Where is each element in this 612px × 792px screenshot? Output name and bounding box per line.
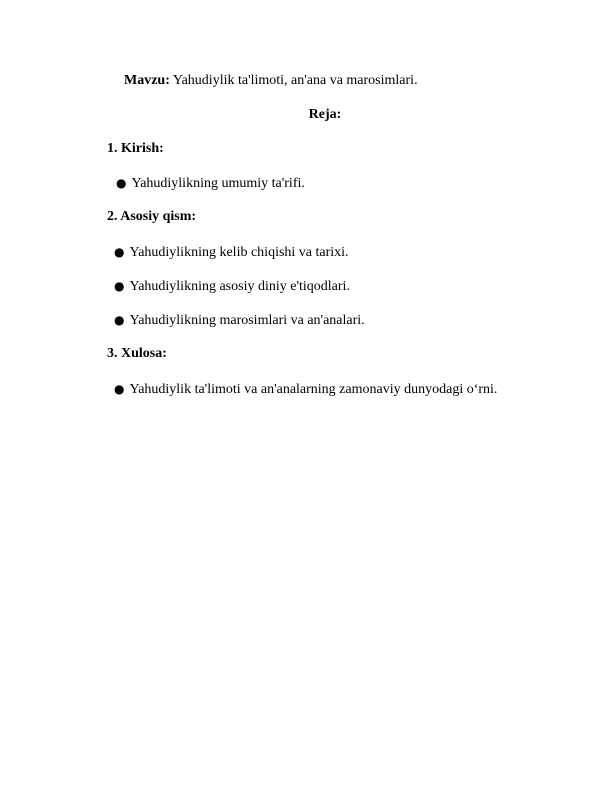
list-item-text: Yahudiylikning asosiy diniy e'tiqodlari. [129, 279, 350, 294]
topic-line [124, 73, 418, 89]
bullet-icon: ● [114, 313, 125, 327]
list-item [116, 175, 305, 192]
list-item [114, 381, 497, 398]
list-item-text: Yahudiylikning kelib chiqishi va tarixi. [129, 245, 349, 260]
list-item-text: Yahudiylik ta'limoti va an'analarning zamonaviy dunyodagi o‘rni. [129, 382, 498, 397]
bullet-icon: ● [114, 279, 125, 293]
bullet-icon: ● [114, 382, 125, 396]
section-heading-main-part: 2. Asosiy qism: [107, 209, 197, 224]
section-heading-introduction: 1. Kirish: [107, 141, 164, 156]
section-heading-conclusion: 3. Xulosa: [107, 346, 167, 361]
topic-text: Yahudiylik ta'limoti, an'ana va marosimlari. [172, 73, 418, 88]
topic-label: Mavzu: [124, 73, 170, 88]
bullet-icon: ● [114, 245, 125, 259]
list-item [114, 244, 349, 261]
list-item [114, 278, 350, 295]
bullet-icon: ● [116, 176, 127, 190]
plan-title: Reja: [308, 107, 342, 122]
list-item-text: Yahudiylikning umumiy ta'rifi. [131, 176, 305, 191]
list-item-text: Yahudiylikning marosimlari va an'analari. [129, 313, 365, 328]
list-item [114, 312, 365, 329]
